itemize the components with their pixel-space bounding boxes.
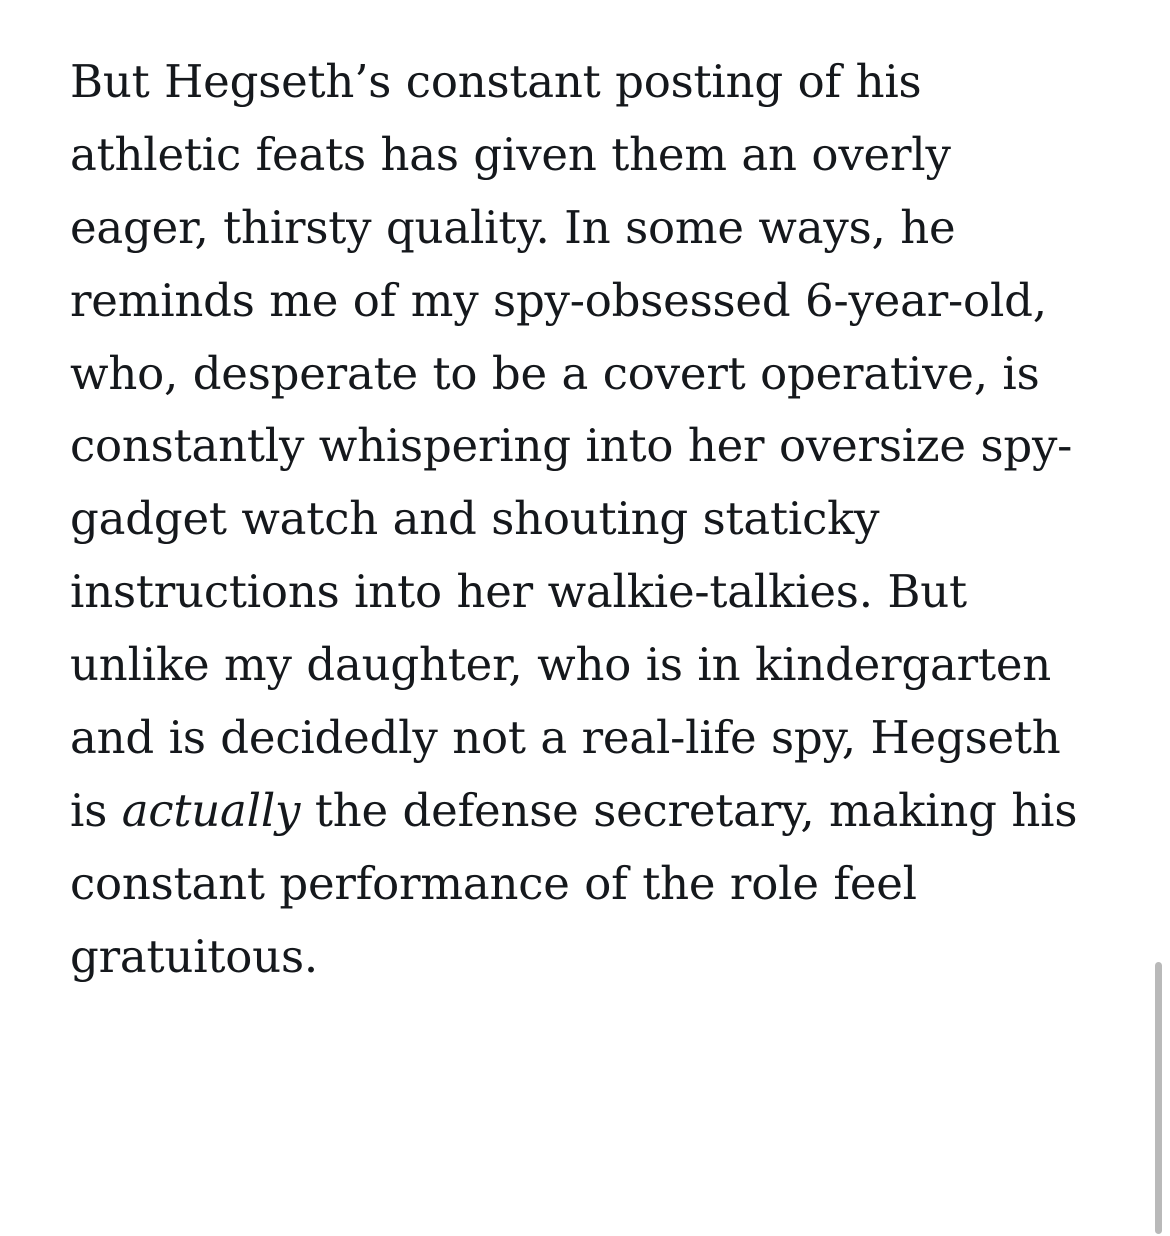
article-body bbox=[70, 46, 1100, 994]
scrollbar-track[interactable] bbox=[1156, 0, 1166, 1236]
paragraph-segment-italic: actually bbox=[121, 783, 301, 837]
scrollbar-thumb[interactable] bbox=[1155, 962, 1162, 1234]
paragraph-segment-normal-2: the defense secretary, making his constant performance of the role feel gratuitous. bbox=[70, 783, 1078, 983]
body-paragraph bbox=[70, 46, 1100, 994]
paragraph-segment-normal-1: But Hegseth’s constant posting of his athletic feats has given them an overly eager, thirsty quality. In some ways, he reminds me of my spy-obsessed 6-year-old, who, desperate to be a covert operative, is constantly whispering into her oversize spy-gadget watch and shouting staticky instructions into her walkie-talkies. But unlike my daughter, who is in kindergarten and is decidedly not a real-life spy, Hegseth is bbox=[70, 55, 1073, 837]
